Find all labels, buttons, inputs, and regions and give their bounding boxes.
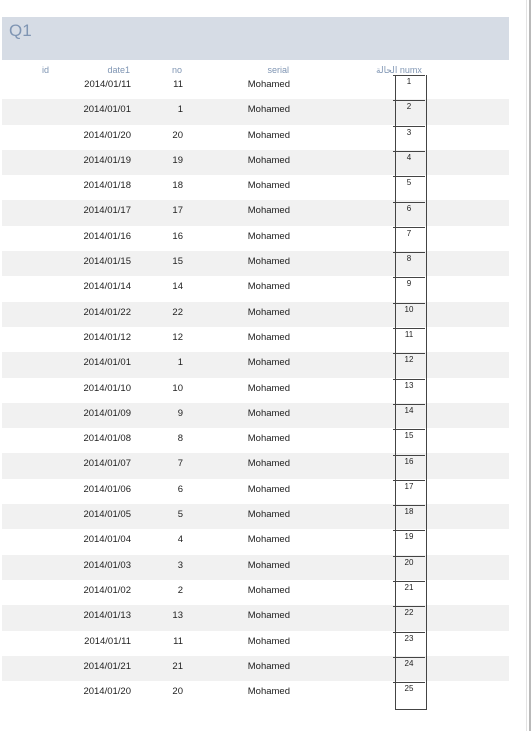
cell-serial: Mohamed xyxy=(247,154,290,166)
column-header-date1: date1 xyxy=(107,65,130,75)
cell-no: 16 xyxy=(172,230,183,242)
cell-numx: 13 xyxy=(404,380,414,390)
cell-serial: Mohamed xyxy=(247,79,290,90)
column-header-serial: serial xyxy=(267,65,289,75)
cell-date1: 2014/01/13 xyxy=(83,610,131,622)
table-row xyxy=(2,631,509,656)
cell-no: 13 xyxy=(172,610,183,622)
table-row xyxy=(2,403,509,428)
cell-serial: Mohamed xyxy=(247,230,290,242)
cell-numx: 25 xyxy=(404,684,414,694)
cell-numx: 24 xyxy=(404,658,414,668)
cell-serial: Mohamed xyxy=(247,483,290,495)
cell-numx: 11 xyxy=(404,330,414,339)
numx-box xyxy=(393,404,425,429)
cell-date1: 2014/01/14 xyxy=(83,281,131,293)
cell-numx: 14 xyxy=(404,405,414,415)
cell-numx: 19 xyxy=(404,532,414,542)
cell-serial: Mohamed xyxy=(247,357,290,369)
table-row xyxy=(2,681,509,706)
cell-numx: 21 xyxy=(404,583,414,592)
cell-date1: 2014/01/11 xyxy=(84,635,131,647)
cell-numx: 15 xyxy=(404,431,414,441)
cell-date1: 2014/01/11 xyxy=(84,79,131,90)
cell-date1: 2014/01/01 xyxy=(83,104,131,116)
table-row xyxy=(2,302,509,327)
cell-no: 19 xyxy=(172,154,183,166)
cell-date1: 2014/01/21 xyxy=(83,660,131,672)
cell-no: 21 xyxy=(172,660,183,672)
cell-no: 1 xyxy=(177,357,183,369)
numx-box xyxy=(393,505,425,530)
numx-box xyxy=(393,429,425,454)
cell-date1: 2014/01/03 xyxy=(83,559,131,571)
cell-date1: 2014/01/20 xyxy=(83,686,131,698)
table-row xyxy=(2,580,509,605)
table-row xyxy=(2,504,509,529)
cell-no: 14 xyxy=(172,281,183,293)
cell-no: 20 xyxy=(172,129,183,141)
cell-date1: 2014/01/18 xyxy=(83,180,131,192)
table-row xyxy=(2,175,509,200)
cell-no: 18 xyxy=(172,180,183,192)
cell-date1: 2014/01/10 xyxy=(83,382,131,394)
cell-no: 8 xyxy=(177,433,183,445)
numx-box xyxy=(393,480,425,505)
table-row xyxy=(2,200,509,225)
report-title-bar xyxy=(2,17,509,60)
table-row xyxy=(2,656,509,681)
cell-date1: 2014/01/01 xyxy=(83,357,131,369)
cell-date1: 2014/01/12 xyxy=(83,331,131,343)
numx-box xyxy=(393,632,425,657)
cell-serial: Mohamed xyxy=(247,180,290,192)
cell-numx: 16 xyxy=(404,456,414,466)
numx-box xyxy=(393,151,425,176)
table-row xyxy=(2,125,509,150)
cell-serial: Mohamed xyxy=(247,306,290,318)
table-row xyxy=(2,74,509,99)
cell-no: 10 xyxy=(172,382,183,394)
cell-serial: Mohamed xyxy=(247,104,290,116)
numx-box xyxy=(393,227,425,252)
cell-numx: 5 xyxy=(406,178,412,188)
column-header-numx: الحالة numx xyxy=(376,65,422,75)
table-row xyxy=(2,276,509,301)
numx-box xyxy=(393,581,425,606)
cell-no: 4 xyxy=(177,534,183,546)
cell-numx: 22 xyxy=(404,608,414,618)
cell-numx: 12 xyxy=(404,355,414,365)
report-title: Q1 xyxy=(9,21,32,40)
column-header-no: no xyxy=(171,65,182,75)
cell-date1: 2014/01/16 xyxy=(83,230,131,242)
cell-numx: 3 xyxy=(406,127,412,137)
numx-box xyxy=(393,556,425,581)
cell-serial: Mohamed xyxy=(247,458,290,470)
cell-numx: 9 xyxy=(406,279,412,289)
numx-box xyxy=(393,328,425,353)
cell-serial: Mohamed xyxy=(247,660,290,672)
cell-no: 2 xyxy=(177,584,183,596)
cell-numx: 20 xyxy=(404,557,414,567)
cell-numx: 2 xyxy=(406,102,412,112)
cell-serial: Mohamed xyxy=(247,256,290,268)
cell-serial: Mohamed xyxy=(247,382,290,394)
cell-no: 22 xyxy=(172,306,183,318)
cell-serial: Mohamed xyxy=(247,534,290,546)
cell-no: 11 xyxy=(173,635,183,647)
cell-no: 3 xyxy=(177,559,183,571)
cell-numx: 6 xyxy=(406,203,412,213)
numx-box xyxy=(393,606,425,631)
cell-date1: 2014/01/07 xyxy=(83,458,131,470)
cell-date1: 2014/01/08 xyxy=(83,433,131,445)
numx-box xyxy=(393,657,425,682)
cell-numx: 10 xyxy=(404,304,414,314)
cell-numx: 4 xyxy=(406,152,412,162)
table-row xyxy=(2,453,509,478)
cell-serial: Mohamed xyxy=(247,584,290,596)
cell-date1: 2014/01/22 xyxy=(83,306,131,318)
table-row xyxy=(2,150,509,175)
cell-serial: Mohamed xyxy=(247,433,290,445)
table-row xyxy=(2,226,509,251)
numx-box xyxy=(393,455,425,480)
numx-box xyxy=(393,682,425,707)
cell-no: 7 xyxy=(177,458,183,470)
cell-date1: 2014/01/04 xyxy=(83,534,131,546)
numx-box xyxy=(393,379,425,404)
cell-serial: Mohamed xyxy=(247,281,290,293)
column-header-id: id xyxy=(42,65,50,75)
cell-date1: 2014/01/09 xyxy=(83,407,131,419)
table-row xyxy=(2,99,509,124)
numx-box xyxy=(393,126,425,151)
table-row xyxy=(2,529,509,554)
cell-date1: 2014/01/17 xyxy=(83,205,131,217)
numx-box xyxy=(393,252,425,277)
table-row xyxy=(2,378,509,403)
cell-no: 12 xyxy=(172,331,183,343)
cell-date1: 2014/01/20 xyxy=(83,129,131,141)
cell-date1: 2014/01/02 xyxy=(83,584,131,596)
cell-numx: 1 xyxy=(406,77,412,86)
cell-serial: Mohamed xyxy=(247,331,290,343)
cell-serial: Mohamed xyxy=(247,407,290,419)
cell-numx: 18 xyxy=(404,507,414,517)
cell-no: 20 xyxy=(172,686,183,698)
cell-date1: 2014/01/19 xyxy=(83,154,131,166)
numx-box xyxy=(393,75,425,100)
numx-box xyxy=(393,202,425,227)
numx-box xyxy=(393,530,425,555)
cell-no: 6 xyxy=(177,483,183,495)
cell-date1: 2014/01/15 xyxy=(83,256,131,268)
table-row xyxy=(2,605,509,630)
cell-serial: Mohamed xyxy=(247,509,290,521)
table-row xyxy=(2,327,509,352)
cell-date1: 2014/01/05 xyxy=(83,509,131,521)
cell-numx: 7 xyxy=(406,228,412,238)
numx-box xyxy=(393,176,425,201)
cell-numx: 23 xyxy=(404,633,414,643)
numx-box xyxy=(393,303,425,328)
cell-no: 15 xyxy=(172,256,183,268)
table-row xyxy=(2,479,509,504)
numx-box xyxy=(393,277,425,302)
cell-no: 9 xyxy=(177,407,183,419)
cell-no: 11 xyxy=(173,79,183,90)
cell-numx: 17 xyxy=(404,481,414,491)
cell-serial: Mohamed xyxy=(247,610,290,622)
table-row xyxy=(2,428,509,453)
cell-serial: Mohamed xyxy=(247,635,290,647)
table-row xyxy=(2,555,509,580)
cell-serial: Mohamed xyxy=(247,205,290,217)
numx-box xyxy=(393,100,425,125)
cell-no: 1 xyxy=(177,104,183,116)
cell-serial: Mohamed xyxy=(247,686,290,698)
table-row xyxy=(2,251,509,276)
report-rows xyxy=(2,74,509,706)
cell-no: 5 xyxy=(177,509,183,521)
table-row xyxy=(2,352,509,377)
cell-serial: Mohamed xyxy=(247,129,290,141)
cell-no: 17 xyxy=(172,205,183,217)
cell-serial: Mohamed xyxy=(247,559,290,571)
page-edge-inner xyxy=(526,0,527,731)
numx-box xyxy=(393,353,425,378)
cell-date1: 2014/01/06 xyxy=(83,483,131,495)
cell-numx: 8 xyxy=(406,254,412,264)
